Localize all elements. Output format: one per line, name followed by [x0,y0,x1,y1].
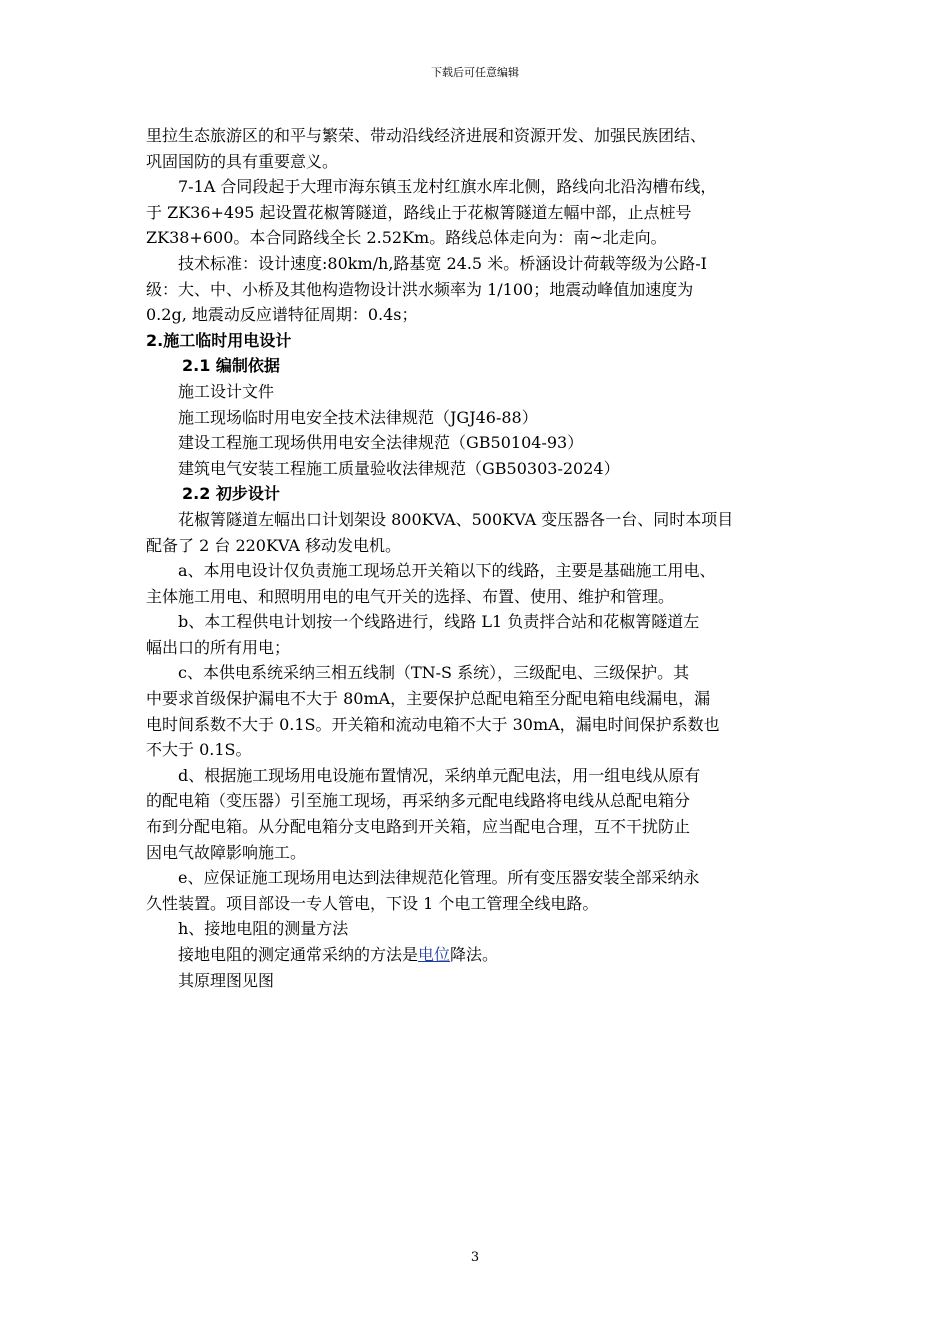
para-c-line-2: 中要求首级保护漏电不大于 80mA，主要保护总配电箱至分配电箱电线漏电，漏 [146,689,711,709]
para-e-line-2: 久性装置。项目部设一专人管电，下设 1 个电工管理全线电路。 [146,893,599,913]
para-c-line-1: c、本供电系统采纳三相五线制（TN-S 系统），三级配电、三级保护。其 [178,663,690,683]
para-c-line-3: 电时间系数不大于 0.1S。开关箱和流动电箱不大于 30mA，漏电时间保护系数也 [146,714,720,734]
para-transformer-line-1: 花椒箐隧道左幅出口计划架设 800KVA、500KVA 变压器各一台、同时本项目 [178,509,734,529]
para-c-line-4: 不大于 0.1S。 [146,740,252,760]
para-h-line-1: h、接地电阻的测量方法 [178,919,349,939]
para-d-line-1: d、根据施工现场用电设施布置情况，采纳单元配电法，用一组电线从原有 [178,765,701,785]
reference-item-2: 施工现场临时用电安全技术法律规范（JGJ46-88） [178,407,538,427]
para-figure-ref: 其原理图见图 [178,970,275,990]
page-header: 下载后可任意编辑 [431,66,519,79]
document-body [146,123,826,993]
para-a-line-2: 主体施工用电、和照明用电的电气开关的选择、布置、使用、维护和管理。 [146,586,675,606]
potential-link[interactable]: 电位 [418,945,451,964]
para-tech-standard-line-2: 级：大、中、小桥及其他构造物设计洪水频率为 1/100；地震动峰值加速度为 [146,279,694,299]
para-a-line-1: a、本用电设计仅负责施工现场总开关箱以下的线路，主要是基础施工用电、 [178,561,716,581]
para-transformer-line-2: 配备了 2 台 220KVA 移动发电机。 [146,535,402,555]
intro-line-1: 里拉生态旅游区的和平与繁荣、带动沿线经济进展和资源开发、加强民族团结、 [146,126,707,145]
para-contract-line-3: ZK38+600。本合同路线全长 2.52Km。路线总体走向为：南~北走向。 [146,228,667,248]
reference-item-4: 建筑电气安装工程施工质量验收法律规范（GB50303-2024） [178,458,620,478]
reference-item-1: 施工设计文件 [178,381,275,401]
reference-item-3: 建设工程施工现场供用电安全法律规范（GB50104-93） [178,433,584,453]
para-contract-line-1: 7-1A 合同段起于大理市海东镇玉龙村红旗水库北侧，路线向北沿沟槽布线， [178,177,717,197]
measure-method-text-after: 降法。 [450,945,499,964]
para-tech-standard-line-1: 技术标准：设计速度:80km/h,路基宽 24.5 米。桥涵设计荷载等级为公路-I [178,253,707,273]
para-tech-standard-line-3: 0.2g, 地震动反应谱特征周期：0.4s； [146,305,418,325]
para-b-line-1: b、本工程供电计划按一个线路进行，线路 L1 负责拌合站和花椒箐隧道左 [178,612,700,632]
section-heading-2: 2.施工临时用电设计 [146,330,292,350]
measure-method-text-before: 接地电阻的测定通常采纳的方法是 [178,945,419,964]
page-number: 3 [470,1250,480,1265]
para-contract-line-2: 于 ZK36+495 起设置花椒箐隧道，路线止于花椒箐隧道左幅中部，止点桩号 [146,202,692,222]
section-heading-2-1: 2.1 编制依据 [182,356,280,376]
intro-line-2: 巩固国防的具有重要意义。 [146,151,339,171]
para-e-line-1: e、应保证施工现场用电达到法律规范化管理。所有变压器安装全部采纳永 [178,868,700,888]
para-b-line-2: 幅出口的所有用电； [146,637,291,657]
section-heading-2-2: 2.2 初步设计 [182,484,280,504]
para-measure-method [146,942,826,968]
para-d-line-3: 布到分配电箱。从分配电箱分支电路到开关箱，应当配电合理，互不干扰防止 [146,817,691,837]
para-d-line-4: 因电气故障影响施工。 [146,842,307,862]
para-d-line-2: 的配电箱（变压器）引至施工现场，再采纳多元配电线路将电线从总配电箱分 [146,791,691,811]
